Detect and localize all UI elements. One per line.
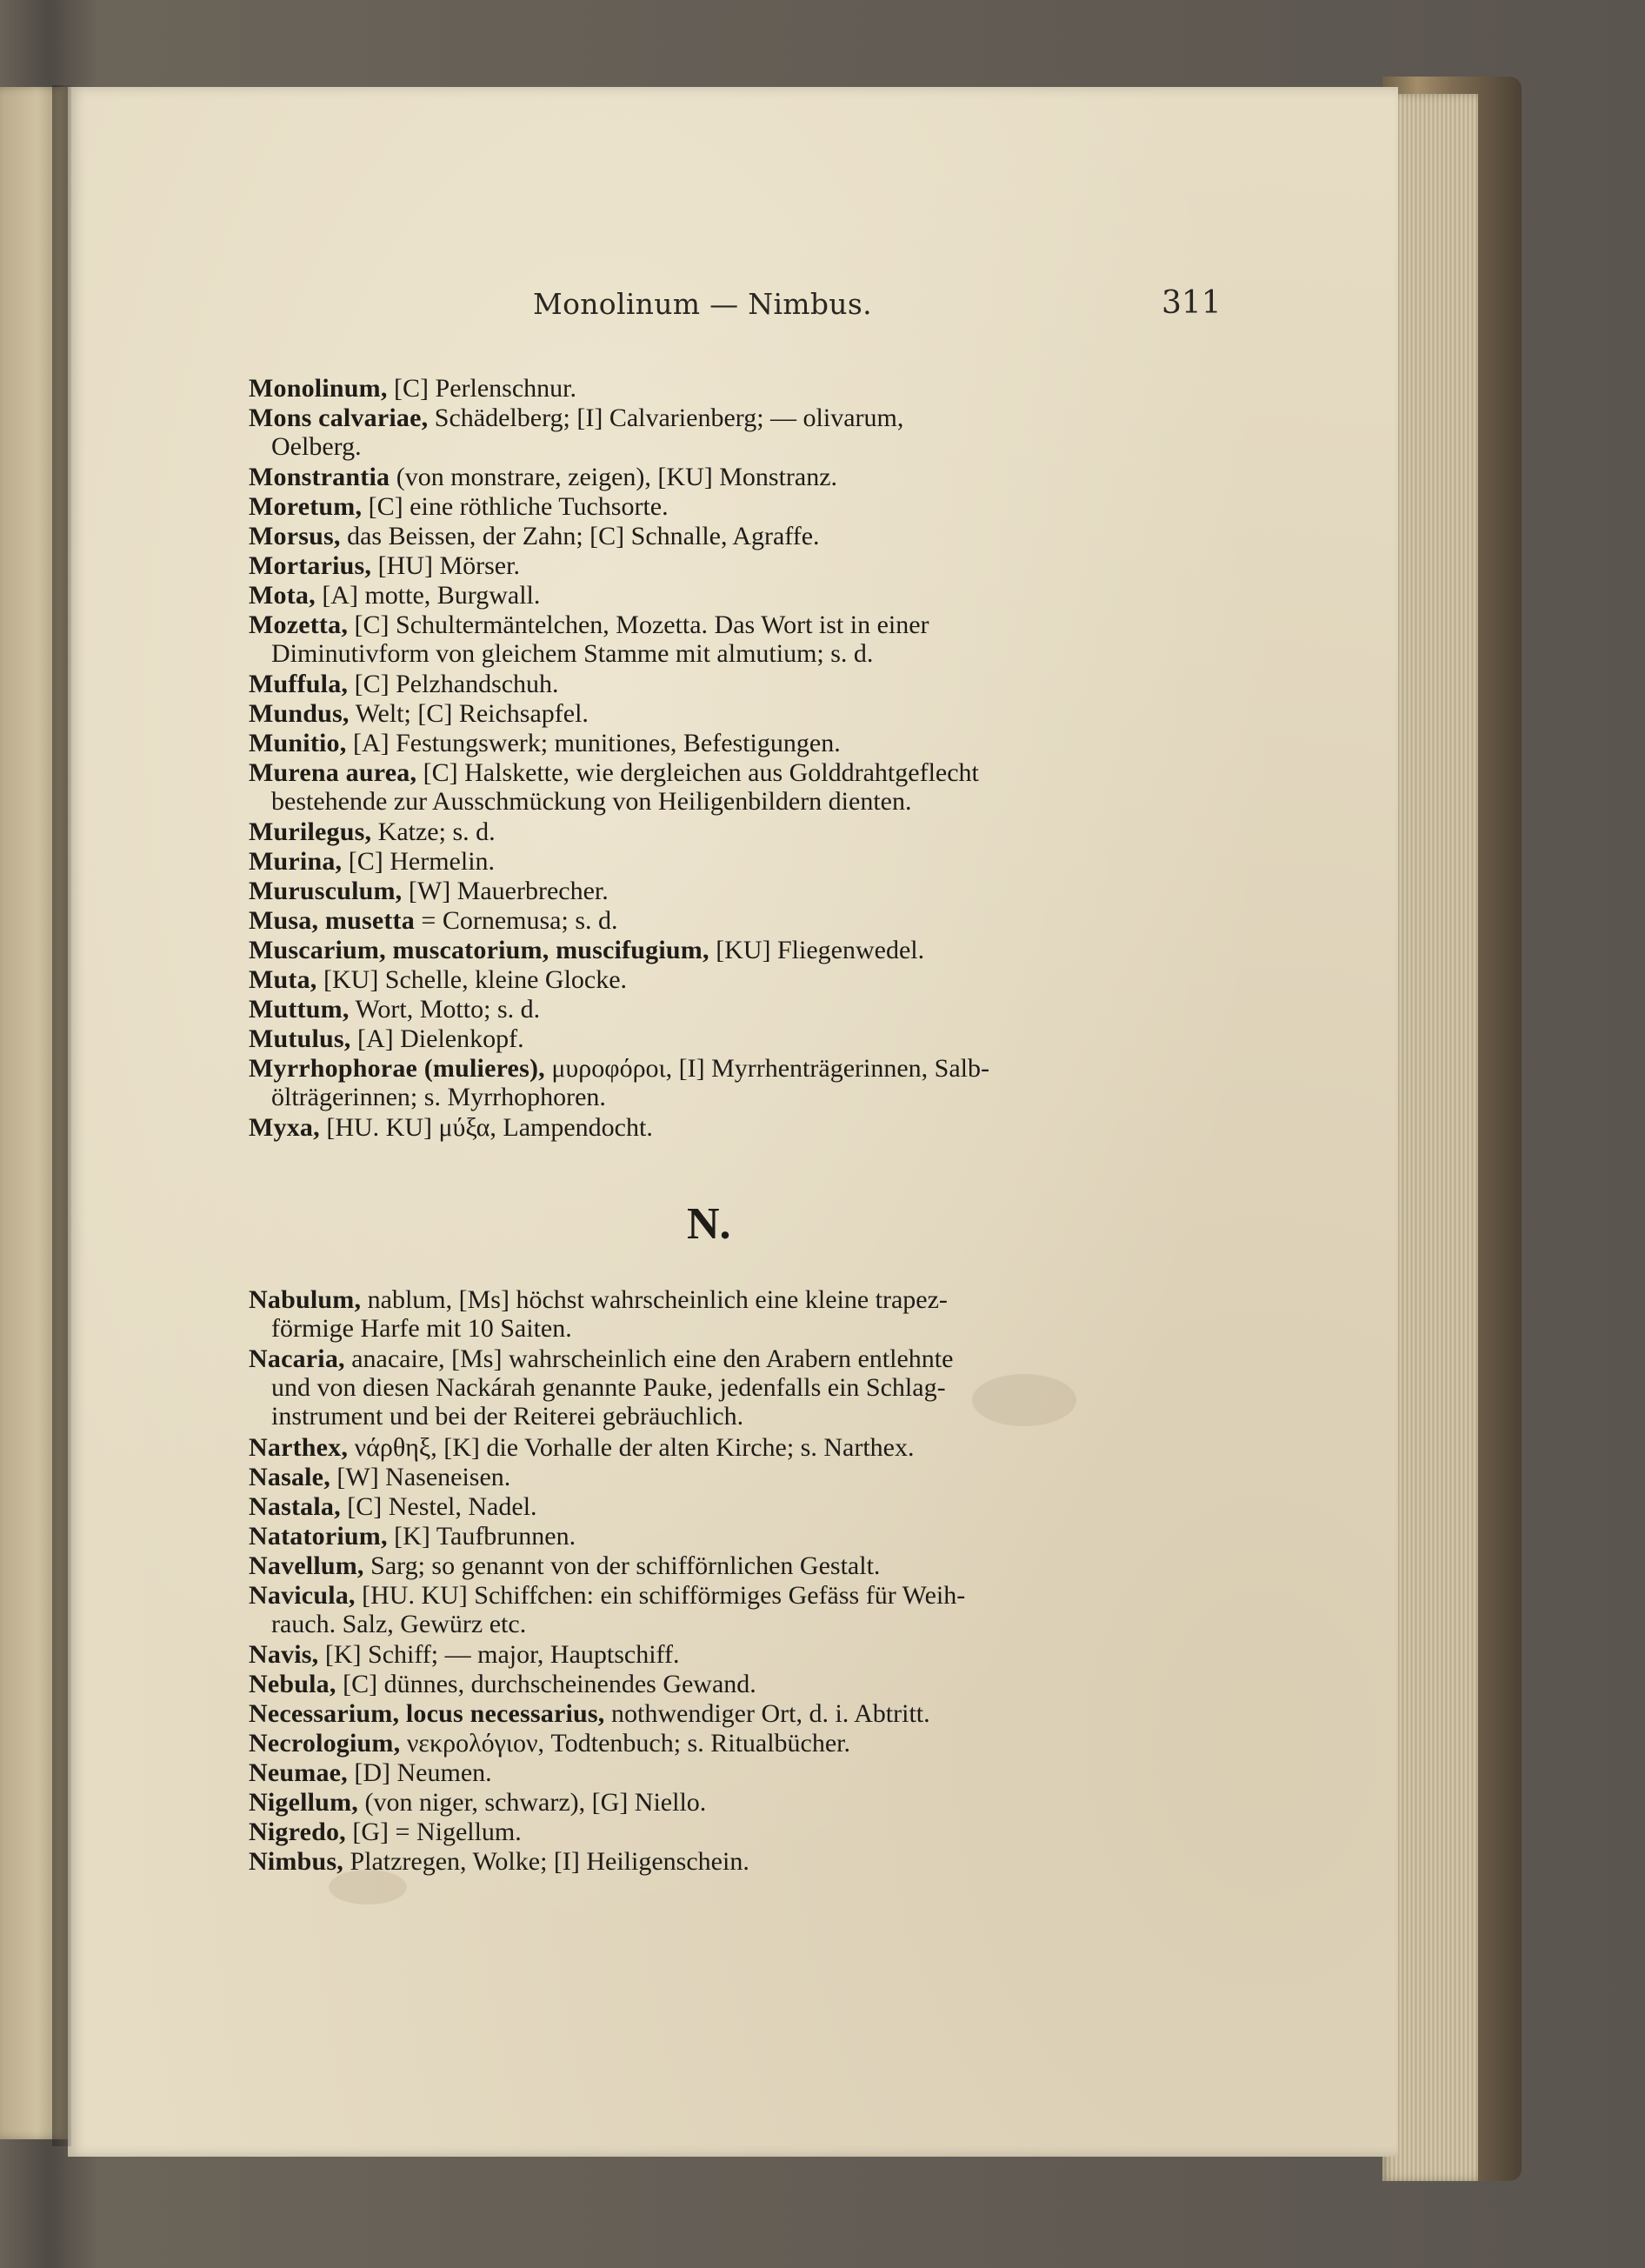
entry-headword: Mutulus, [249, 1024, 351, 1053]
entry [249, 1729, 1253, 1758]
entry-headword: Necrologium, [249, 1729, 401, 1758]
entry-text: nablum, [Ms] höchst wahrscheinlich eine kleine trapez- [361, 1285, 948, 1314]
entry-continuation: ölträgerinnen; s. Myrrhophoren. [271, 1083, 606, 1111]
running-header: Monolinum — Nimbus. [533, 287, 872, 321]
entry-text: [C] eine röthliche Tuchsorte. [362, 492, 669, 521]
entry-headword: Mortarius, [249, 551, 372, 580]
entry [249, 1344, 1253, 1431]
entry-text: (von niger, schwarz), [G] Niello. [357, 1788, 707, 1817]
entry-headword: Moretum, [249, 492, 363, 521]
entry [249, 1433, 1253, 1462]
entry-headword: Muscarium, muscatorium, muscifugium, [249, 936, 709, 964]
entry-text: νεκρολόγιον, Todtenbuch; s. Ritualbücher. [400, 1729, 851, 1758]
entry-text: [C] Hermelin. [342, 847, 496, 876]
entry-headword: Murilegus, [249, 817, 372, 846]
entry-text: [W] Mauerbrecher. [402, 877, 609, 905]
entry-text: Platzregen, Wolke; [I] Heiligenschein. [343, 1847, 749, 1876]
entry [249, 1551, 1253, 1580]
entry-text: Sarg; so genannt von der schifförnlichen Gestalt. [363, 1551, 881, 1580]
entry-text: [C] Nestel, Nadel. [340, 1492, 537, 1521]
entry [249, 1522, 1253, 1551]
entry-headword: Nebula, [249, 1670, 336, 1698]
entry-headword: Mota, [249, 581, 316, 610]
entry-headword: Nigellum, [249, 1788, 358, 1817]
entry-headword: Myrrhophorae (mulieres), [249, 1054, 545, 1083]
entry-text: [D] Neumen. [347, 1758, 492, 1787]
entry-headword: Nigredo, [249, 1818, 346, 1846]
entry [249, 1818, 1253, 1846]
entry-text: [KU] Schelle, kleine Glocke. [316, 965, 628, 994]
entry-text: [A] Festungswerk; munitiones, Befestigungen. [346, 729, 841, 757]
entry-text: [HU] Mörser. [371, 551, 520, 580]
entry-text: Schädelberg; [I] Calvarienberg; — olivarum, [428, 404, 904, 432]
entry [249, 1670, 1253, 1698]
book-gutter [52, 85, 71, 2146]
entry-continuation: Oelberg. [271, 432, 362, 461]
entry-text: [C] Pelzhandschuh. [348, 670, 559, 698]
entry-continuation: Diminutivform von gleichem Stamme mit almutium; s. d. [271, 639, 874, 668]
entry-text: Welt; [C] Reichsapfel. [349, 699, 589, 728]
entry-text: anacaire, [Ms] wahrscheinlich eine den Arabern entlehnte [344, 1344, 954, 1373]
entry-text: [C] Halskette, wie dergleichen aus Golddrahtgeflecht [416, 758, 979, 787]
entry-text: νάρθηξ, [K] die Vorhalle der alten Kirche; s. Narthex. [348, 1433, 915, 1462]
entry [249, 1581, 1253, 1638]
entry-text: [G] = Nigellum. [345, 1818, 522, 1846]
entry [249, 1847, 1253, 1876]
entry-headword: Nacaria, [249, 1344, 345, 1373]
entries-n [68, 87, 1398, 2157]
entry-text: nothwendiger Ort, d. i. Abtritt. [604, 1699, 930, 1728]
entry-headword: Natatorium, [249, 1522, 388, 1551]
entry-headword: Navis, [249, 1640, 319, 1669]
entry [249, 1788, 1253, 1817]
entry-continuation: instrument und bei der Reiterei gebräuchlich. [271, 1402, 744, 1431]
entry [249, 1640, 1253, 1669]
entry [249, 1492, 1253, 1521]
entry-headword: Nimbus, [249, 1847, 343, 1876]
entry-text: [C] Perlenschnur. [387, 374, 576, 403]
entry-headword: Monstrantia [249, 463, 390, 491]
entry [249, 1699, 1253, 1728]
entry-headword: Narthex, [249, 1433, 349, 1462]
entry-text: [C] dünnes, durchscheinendes Gewand. [336, 1670, 756, 1698]
entry-headword: Musa, musetta [249, 906, 415, 935]
entry-headword: Necessarium, locus necessarius, [249, 1699, 605, 1728]
entry-text: [HU. KU] μύξα, Lampendocht. [319, 1113, 653, 1142]
entry-text: das Beissen, der Zahn; [C] Schnalle, Agraffe. [340, 522, 820, 550]
entry [249, 1758, 1253, 1787]
entry-headword: Navicula, [249, 1581, 356, 1610]
entry-headword: Morsus, [249, 522, 341, 550]
entry-headword: Murusculum, [249, 877, 403, 905]
entry-text: [A] motte, Burgwall. [315, 581, 541, 610]
entry-text: [K] Taufbrunnen. [387, 1522, 576, 1551]
entry-text: [HU. KU] Schiffchen: ein schifförmiges Gefäss für Weih- [355, 1581, 966, 1610]
dictionary-page [68, 87, 1398, 2157]
entry [249, 1463, 1253, 1491]
entry-headword: Muta, [249, 965, 317, 994]
entry-headword: Monolinum, [249, 374, 388, 403]
entry-headword: Nasale, [249, 1463, 330, 1491]
entry-text: [KU] Fliegenwedel. [709, 936, 925, 964]
entry-text: [K] Schiff; — major, Hauptschiff. [318, 1640, 680, 1669]
entry-headword: Murena aurea, [249, 758, 417, 787]
entry-headword: Nastala, [249, 1492, 341, 1521]
entry-text: Wort, Motto; s. d. [349, 995, 541, 1024]
entry [249, 1285, 1253, 1343]
entry-continuation: bestehende zur Ausschmückung von Heiligenbildern dienten. [271, 787, 912, 816]
entry-headword: Mundus, [249, 699, 350, 728]
entry-headword: Navellum, [249, 1551, 364, 1580]
entry-continuation: rauch. Salz, Gewürz etc. [271, 1610, 527, 1638]
section-letter: N. [687, 1199, 731, 1249]
entry-headword: Mons calvariae, [249, 404, 429, 432]
entry-headword: Nabulum, [249, 1285, 362, 1314]
entry-headword: Myxa, [249, 1113, 320, 1142]
entry-text: [C] Schultermäntelchen, Mozetta. Das Wort ist in einer [348, 610, 929, 639]
entry-headword: Neumae, [249, 1758, 348, 1787]
entry-text: (von monstrare, zeigen), [KU] Monstranz. [390, 463, 838, 491]
entry-text: μυροφόροι, [I] Myrrhenträgerinnen, Salb- [544, 1054, 989, 1083]
entry-text: = Cornemusa; s. d. [414, 906, 618, 935]
entry-continuation: förmige Harfe mit 10 Saiten. [271, 1314, 572, 1343]
page-number: 311 [1162, 285, 1222, 321]
entry-headword: Muttum, [249, 995, 350, 1024]
entry-text: [A] Dielenkopf. [350, 1024, 524, 1053]
entry-text: [W] Naseneisen. [330, 1463, 511, 1491]
entry-headword: Munitio, [249, 729, 347, 757]
entry-headword: Muffula, [249, 670, 349, 698]
entry-text: Katze; s. d. [371, 817, 496, 846]
entry-headword: Mozetta, [249, 610, 349, 639]
entry-continuation: und von diesen Nackárah genannte Pauke, jedenfalls ein Schlag- [271, 1373, 946, 1402]
entry-headword: Murina, [249, 847, 343, 876]
